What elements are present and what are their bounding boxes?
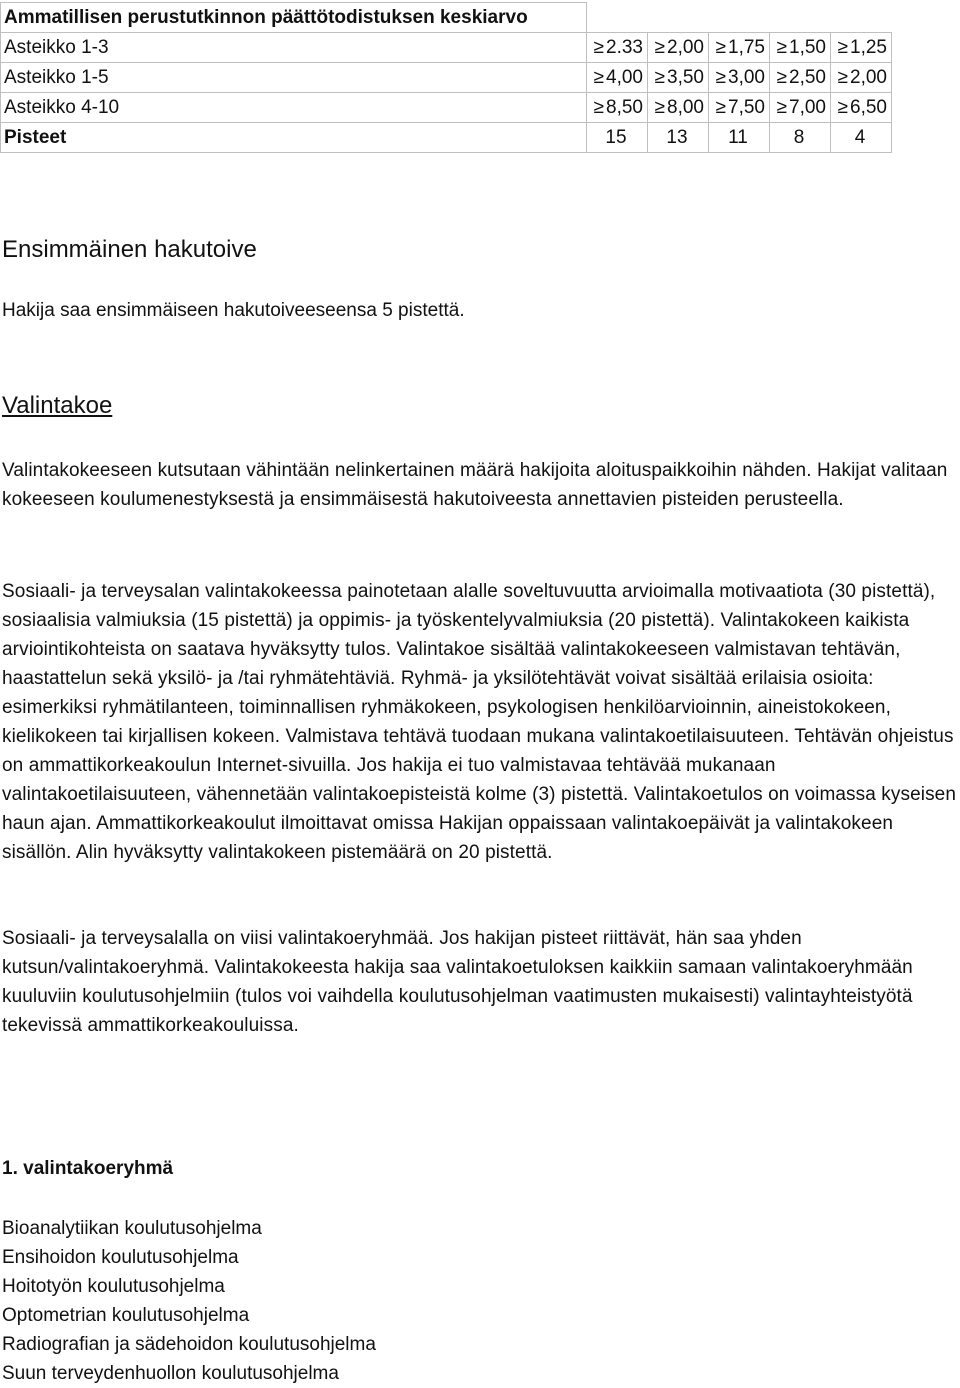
- grade-cell: ≥ 7,50: [709, 93, 770, 123]
- grade-cell: ≥ 8,00: [648, 93, 709, 123]
- points-cell: 11: [709, 123, 770, 153]
- points-cell: 13: [648, 123, 709, 153]
- list-item: Radiografian ja sädehoidon koulutusohjelma: [2, 1334, 376, 1355]
- grade-cell: ≥ 1,50: [770, 33, 831, 63]
- grade-cell: ≥ 2.33: [587, 33, 648, 63]
- table-row: [1, 63, 892, 93]
- scale-label: Asteikko 1-3: [1, 33, 587, 63]
- points-cell: 4: [831, 123, 892, 153]
- exam-paragraph-3: Sosiaali- ja terveysalalla on viisi valintakoeryhmää. Jos hakijan pisteet riittävät, hän saa yhden kutsun/valintakoeryhmä. Valintakokeesta hakija saa valintakoetuloksen kaikkiin samaan valintakoeryhmään kuuluviin koulutusohjelmiin (tulos voi vaihdella koulutusohjelman vaatimusten mukaisesti) valintayhteistyötä tekevissä ammattikorkeakouluissa.: [2, 928, 913, 1036]
- first-choice-text: Hakija saa ensimmäiseen hakutoiveeseensa 5 pistettä.: [2, 300, 465, 321]
- program-list: [2, 1214, 376, 1388]
- list-item: Hoitotyön koulutusohjelma: [2, 1276, 225, 1297]
- table-row: [1, 93, 892, 123]
- grade-cell: ≥ 8,50: [587, 93, 648, 123]
- grade-cell: ≥ 2,50: [770, 63, 831, 93]
- points-row: [1, 123, 892, 153]
- grade-cell: ≥ 1,25: [831, 33, 892, 63]
- list-item: Optometrian koulutusohjelma: [2, 1305, 250, 1326]
- grade-cell: ≥ 3,50: [648, 63, 709, 93]
- grade-average-table: [0, 2, 892, 153]
- list-item: Bioanalytiikan koulutusohjelma: [2, 1218, 262, 1239]
- points-label: Pisteet: [1, 123, 587, 153]
- grade-cell: ≥ 6,50: [831, 93, 892, 123]
- grade-cell: ≥ 2,00: [831, 63, 892, 93]
- table-title-row: [1, 3, 892, 33]
- entrance-exam-heading: Valintakoe: [2, 392, 113, 419]
- scale-label: Asteikko 4-10: [1, 93, 587, 123]
- points-cell: 15: [587, 123, 648, 153]
- table-title: Ammatillisen perustutkinnon päättötodistuksen keskiarvo: [1, 3, 587, 33]
- group-heading: 1. valintakoeryhmä: [2, 1158, 174, 1179]
- grade-cell: ≥ 7,00: [770, 93, 831, 123]
- points-cell: 8: [770, 123, 831, 153]
- list-item: Suun terveydenhuollon koulutusohjelma: [2, 1363, 339, 1384]
- exam-paragraph-1: Valintakokeeseen kutsutaan vähintään nelinkertainen määrä hakijoita aloituspaikkoihin nähden. Hakijat valitaan kokeeseen koulumenestyksestä ja ensimmäisestä hakutoiveesta annettavien pisteiden perusteella.: [2, 460, 948, 510]
- list-item: Ensihoidon koulutusohjelma: [2, 1247, 239, 1268]
- table-row: [1, 33, 892, 63]
- grade-cell: ≥ 2,00: [648, 33, 709, 63]
- grade-cell: ≥ 3,00: [709, 63, 770, 93]
- first-choice-heading: Ensimmäinen hakutoive: [2, 236, 257, 263]
- grade-cell: ≥ 4,00: [587, 63, 648, 93]
- exam-paragraph-2: Sosiaali- ja terveysalan valintakokeessa painotetaan alalle soveltuvuutta arvioimalla motivaatiota (30 pistettä), sosiaalisia valmiuksia (15 pistettä) ja oppimis- ja työskentelyvalmiuksia (20 pistettä). Valintakokeen kaikista arviointikohteista on saatava hyväksytty tulos. Valintakoe sisältää valintakokeeseen valmistavan tehtävän, haastattelun sekä yksilö- ja /tai ryhmätehtäviä. Ryhmä- ja yksilötehtävät voivat sisältää erilaisia osioita: esimerkiksi ryhmätilanteen, toiminnallisen ryhmäkokeen, psykologisen henkilöarvioinnin, aineistokokeen, kielikokeen tai kirjallisen kokeen. Valmistava tehtävä tuodaan mukana valintakoetilaisuuteen. Tehtävän ohjeistus on ammattikorkeakoulun Internet-sivuilla. Jos hakija ei tuo valmistavaa tehtävää mukanaan valintakoetilaisuuteen, vähennetään valintakoepisteistä kolme (3) pistettä. Valintakoetulos on voimassa kyseisen haun ajan. Ammattikorkeakoulut ilmoittavat omissa Hakijan oppaissaan valintakoepäivät ja valintakokeen sisällön. Alin hyväksytty valintakokeen pistemäärä on 20 pistettä.: [2, 581, 956, 863]
- scale-label: Asteikko 1-5: [1, 63, 587, 93]
- grade-cell: ≥ 1,75: [709, 33, 770, 63]
